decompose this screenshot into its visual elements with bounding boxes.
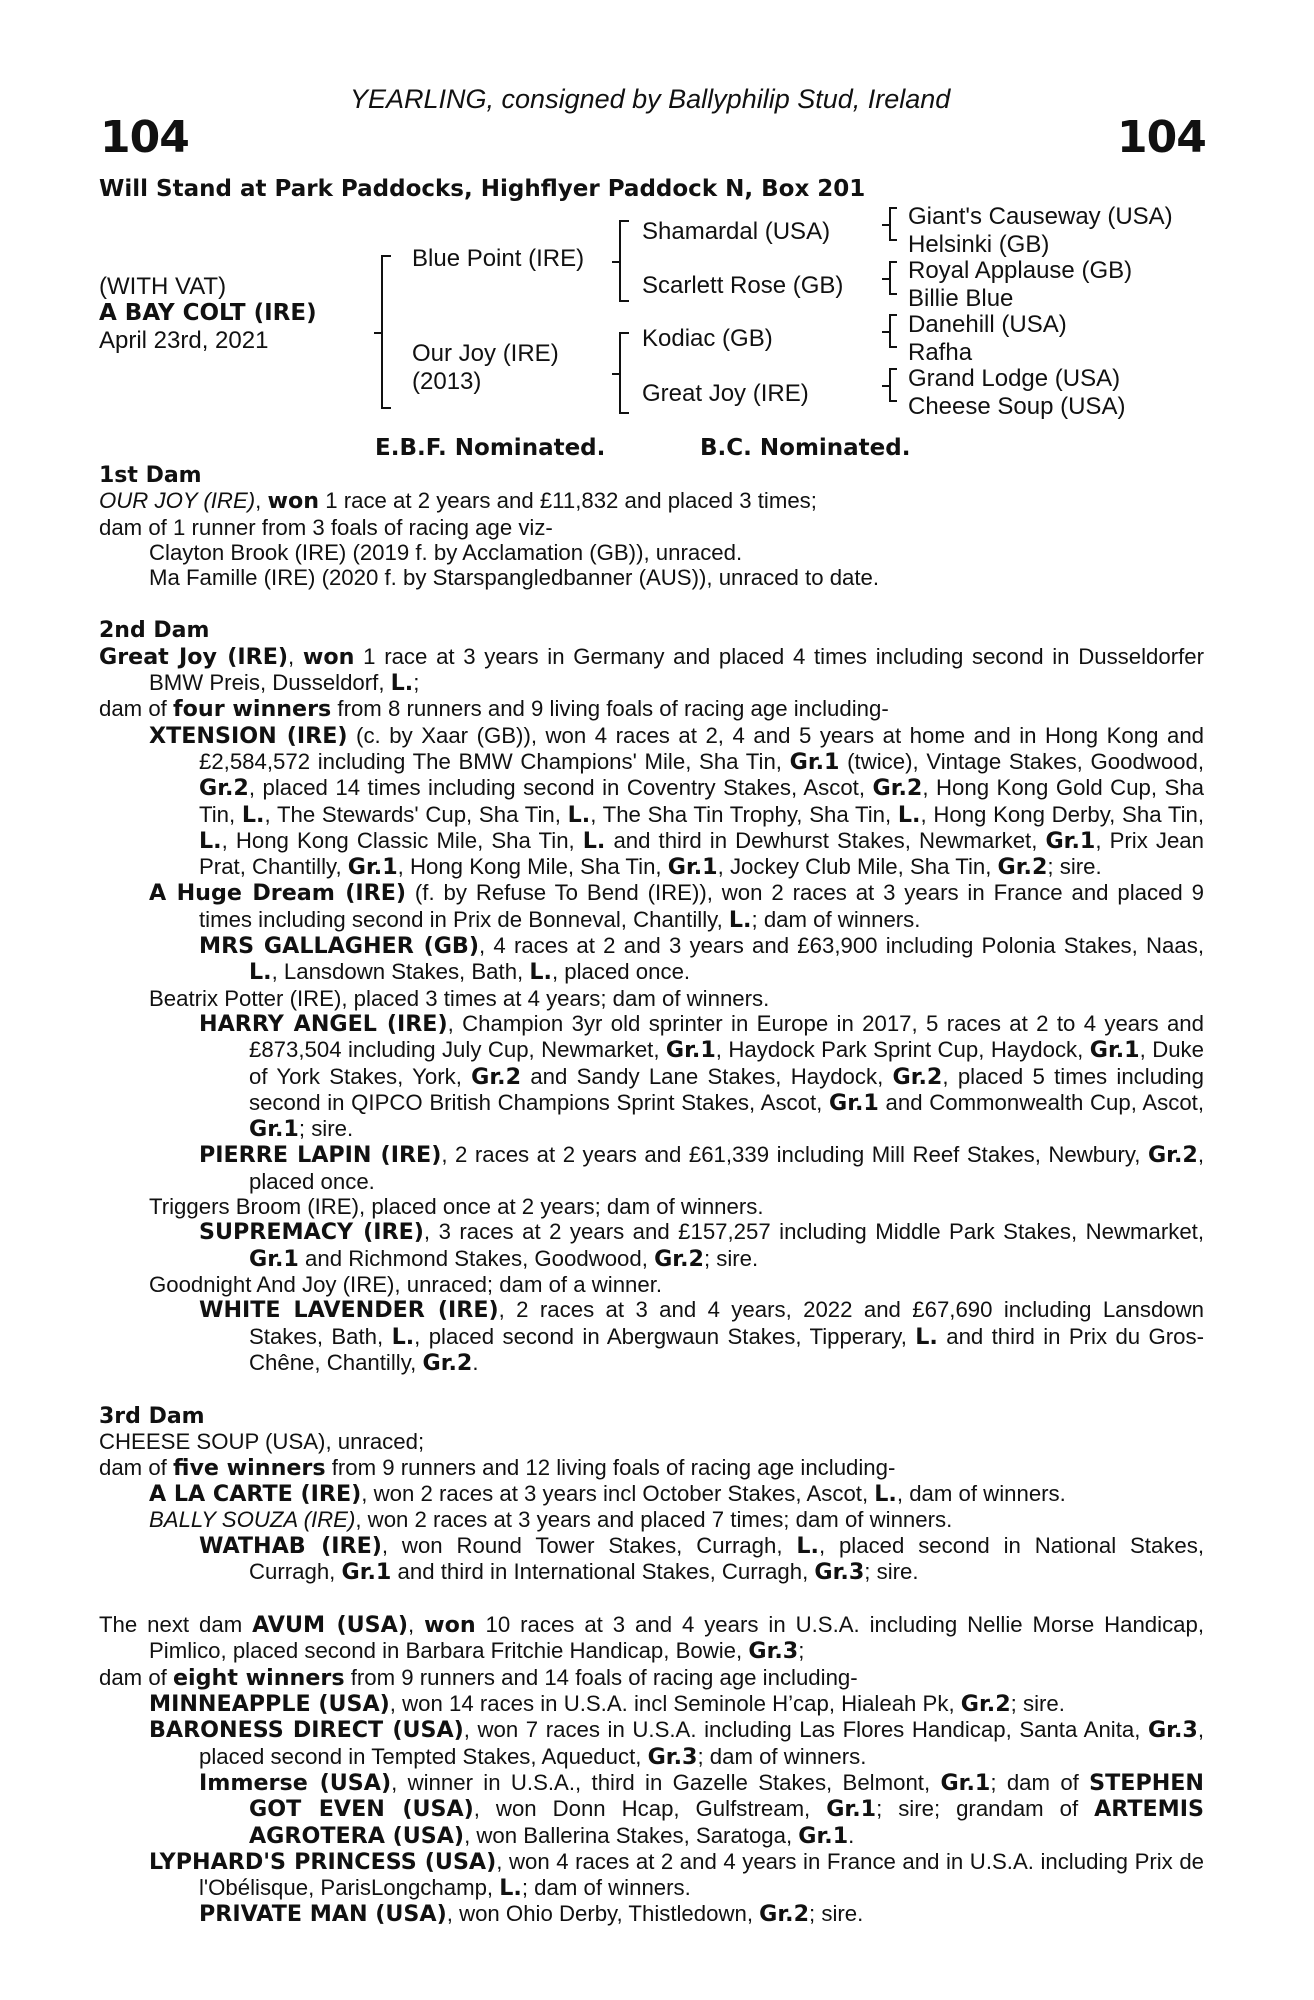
second-dam-heading: 2nd Dam	[99, 618, 210, 644]
produce-pierre-lapin: PIERRE LAPIN (IRE), 2 races at 2 years and £61,339 including Mill Reef Stakes, Newbury, Gr.2, placed once.	[199, 1142, 1204, 1194]
brace-sire	[619, 220, 629, 302]
first-dam-heading: 1st Dam	[99, 463, 202, 488]
produce-xtension: XTENSION (IRE) (c. by Xaar (GB)), won 4 races at 2, 4 and 5 years at home and in Hong Kong and £2,584,572 including The BMW Champions' Mile, Sha Tin, Gr.1 (twice), Vintage Stakes, Goodwood, Gr.2, placed 14 times including second in Coventry Stakes, Ascot, Gr.2, Hong Kong Gold Cup, Sha Tin, L., The Stewards' Cup, Sha Tin, L., The Sha Tin Trophy, Sha Tin, L., Hong Kong Derby, Sha Tin, L., Hong Kong Classic Mile, Sha Tin, L. and third in Dewhurst Stakes, Newmarket, Gr.1, Prix Jean Prat, Chantilly, Gr.1, Hong Kong Mile, Sha Tin, Gr.1, Jockey Club Mile, Sha Tin, Gr.2; sire.	[149, 722, 1205, 881]
gg-8: Cheese Soup (USA)	[908, 393, 1126, 420]
produce-wathab: WATHAB (IRE), won Round Tower Stakes, Curragh, L., placed second in National Stakes, Curragh, Gr.1 and third in International Stakes, Curragh, Gr.3; sire.	[199, 1532, 1204, 1585]
produce-item: Ma Famille (IRE) (2020 f. by Starspangledbanner (AUS)), unraced to date.	[149, 565, 880, 591]
dam-sire: Kodiac (GB)	[642, 325, 773, 352]
produce-triggers-broom: Triggers Broom (IRE), placed once at 2 years; dam of winners.	[149, 1194, 764, 1220]
brace-g1	[889, 207, 897, 241]
produce-immerse: Immerse (USA), winner in U.S.A., third in Gazelle Stakes, Belmont, Gr.1; dam of STEPHEN GOT EVEN (USA), won Donn Hcap, Gulfstream, Gr.1; sire; grandam of ARTEMIS AGROTERA (USA), won Ballerina Stakes, Saratoga, Gr.1.	[199, 1769, 1204, 1849]
vat-note: (WITH VAT)	[99, 273, 227, 300]
stand-location: Will Stand at Park Paddocks, Highflyer Paddock N, Box 201	[99, 176, 866, 202]
produce-goodnight-and-joy: Goodnight And Joy (IRE), unraced; dam of a winner.	[149, 1271, 663, 1297]
lot-name: A BAY COLT (IRE)	[99, 300, 317, 326]
produce-mrs-gallagher: MRS GALLAGHER (GB), 4 races at 2 and 3 years and £63,900 including Polonia Stakes, Naas, L., Lansdown Stakes, Bath, L., placed once.	[199, 933, 1204, 986]
produce-bally-souza: BALLY SOUZA (IRE), won 2 races at 3 years and placed 7 times; dam of winners.	[149, 1507, 953, 1533]
produce-beatrix-potter: Beatrix Potter (IRE), placed 3 times at 4 years; dam of winners.	[149, 985, 770, 1011]
gg-1: Giant's Causeway (USA)	[908, 203, 1173, 230]
second-dam-produce-summary: dam of four winners from 8 runners and 9 living foals of racing age including-	[99, 696, 889, 723]
produce-a-la-carte: A LA CARTE (IRE), won 2 races at 3 years incl October Stakes, Ascot, L., dam of winners.	[149, 1480, 1066, 1507]
lot-number-right: 104	[1117, 112, 1206, 163]
next-dam-record: The next dam AVUM (USA), won 10 races at 3 and 4 years in U.S.A. including Nellie Morse Handicap, Pimlico, placed second in Barbara Fritchie Handicap, Bowie, Gr.3;	[99, 1612, 1205, 1665]
produce-supremacy: SUPREMACY (IRE), 3 races at 2 years and £157,257 including Middle Park Stakes, Newmarket, Gr.1 and Richmond Stakes, Goodwood, Gr.2; sire.	[199, 1219, 1204, 1272]
brace-main	[381, 255, 391, 409]
brace-dam	[619, 332, 629, 414]
foaling-date: April 23rd, 2021	[99, 327, 269, 354]
consignment-line: YEARLING, consigned by Ballyphilip Stud, Ireland	[350, 84, 951, 114]
produce-harry-angel: HARRY ANGEL (IRE), Champion 3yr old sprinter in Europe in 2017, 5 races at 2 to 4 years and £873,504 including July Cup, Newmarket, Gr.1, Haydock Park Sprint Cup, Haydock, Gr.1, Duke of York Stakes, York, Gr.2 and Sandy Lane Stakes, Haydock, Gr.2, placed 5 times including second in QIPCO British Champions Sprint Stakes, Ascot, Gr.1 and Commonwealth Cup, Ascot, Gr.1; sire.	[199, 1010, 1205, 1143]
bc-nomination: B.C. Nominated.	[700, 435, 911, 461]
gg-4: Billie Blue	[908, 285, 1014, 312]
gg-7: Grand Lodge (USA)	[908, 365, 1121, 392]
produce-item: Clayton Brook (IRE) (2019 f. by Acclamation (GB)), unraced.	[149, 539, 743, 565]
third-dam-produce-summary: dam of five winners from 9 runners and 12 living foals of racing age including-	[99, 1454, 896, 1481]
third-dam-heading: 3rd Dam	[99, 1404, 205, 1430]
lot-number-left: 104	[100, 112, 189, 163]
first-dam-produce-summary: dam of 1 runner from 3 foals of racing age viz-	[99, 514, 553, 540]
ebf-nomination: E.B.F. Nominated.	[375, 435, 606, 461]
produce-minneapple: MINNEAPPLE (USA), won 14 races in U.S.A. incl Seminole H’cap, Hialeah Pk, Gr.2; sire.	[149, 1691, 1065, 1718]
produce-white-lavender: WHITE LAVENDER (IRE), 2 races at 3 and 4 years, 2022 and £67,690 including Lansdown Stakes, Bath, L., placed second in Abergwaun Stakes, Tipperary, L. and third in Prix du Gros-Chêne, Chantilly, Gr.2.	[199, 1297, 1204, 1376]
dam-dam: Great Joy (IRE)	[642, 380, 809, 407]
next-dam-produce-summary: dam of eight winners from 9 runners and 14 foals of racing age including-	[99, 1664, 858, 1691]
gg-2: Helsinki (GB)	[908, 231, 1050, 258]
produce-baroness-direct: BARONESS DIRECT (USA), won 7 races in U.S.A. including Las Flores Handicap, Santa Anita, Gr.3, placed second in Tempted Stakes, Aqueduct, Gr.3; dam of winners.	[149, 1717, 1204, 1770]
brace-g2	[889, 261, 897, 295]
sire-sire: Shamardal (USA)	[642, 218, 831, 245]
gg-6: Rafha	[908, 339, 973, 366]
second-dam-record: Great Joy (IRE), won 1 race at 3 years in Germany and placed 4 times including second in Dusseldorfer BMW Preis, Dusseldorf, L.;	[99, 643, 1204, 697]
sire-dam: Scarlett Rose (GB)	[642, 272, 844, 299]
gg-3: Royal Applause (GB)	[908, 257, 1133, 284]
dam-name: Our Joy (IRE)	[412, 340, 559, 367]
dam-line-body	[99, 462, 1204, 1928]
gg-5: Danehill (USA)	[908, 311, 1067, 338]
brace-g3	[889, 314, 897, 348]
sire-name: Blue Point (IRE)	[412, 245, 585, 272]
produce-private-man: PRIVATE MAN (USA), won Ohio Derby, Thistledown, Gr.2; sire.	[199, 1901, 864, 1928]
first-dam-record: OUR JOY (IRE), won 1 race at 2 years and £11,832 and placed 3 times;	[99, 488, 817, 515]
brace-g4	[889, 368, 897, 402]
produce-lyphards-princess: LYPHARD'S PRINCESS (USA), won 4 races at 2 and 4 years in France and in U.S.A. including Prix de l'Obélisque, ParisLongchamp, L.; dam of winners.	[149, 1848, 1204, 1902]
dam-year: (2013)	[412, 368, 482, 395]
third-dam-record: CHEESE SOUP (USA), unraced;	[99, 1429, 425, 1455]
produce-a-huge-dream: A Huge Dream (IRE) (f. by Refuse To Bend (IRE)), won 2 races at 3 years in France and placed 9 times including second in Prix de Bonneval, Chantilly, L.; dam of winners.	[149, 880, 1204, 933]
